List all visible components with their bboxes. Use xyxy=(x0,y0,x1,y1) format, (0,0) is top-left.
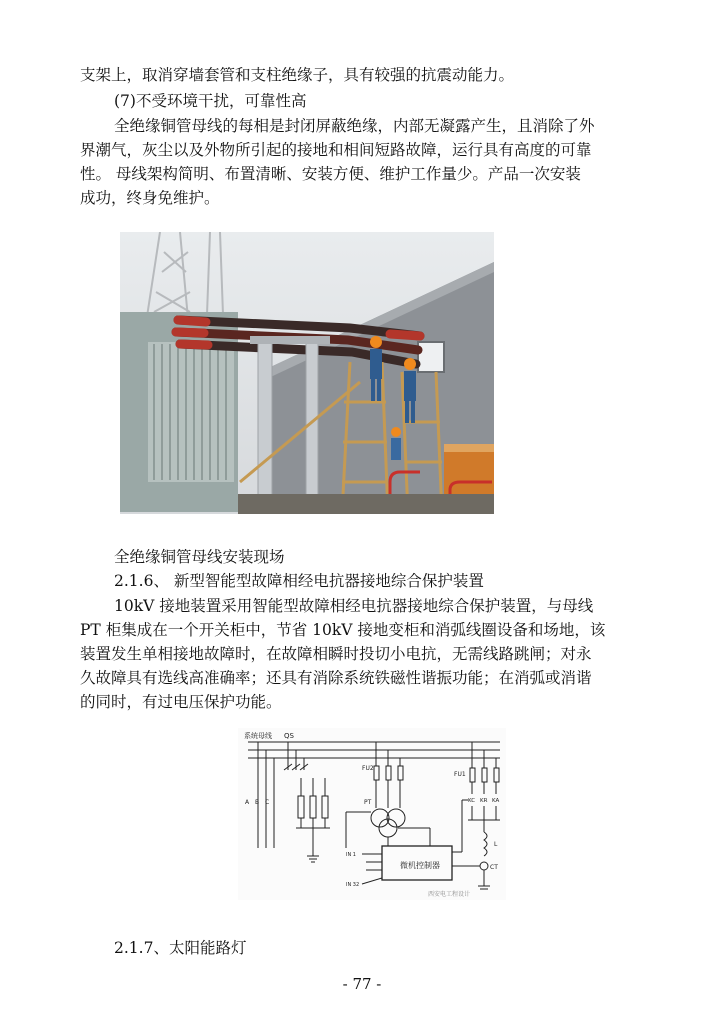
page-number: - 77 - xyxy=(342,975,382,993)
qs-label: QS xyxy=(284,732,294,740)
kr-label: KR xyxy=(480,798,488,804)
watermark-text: 西安电工程设计 xyxy=(428,891,471,898)
fu1-label: FU1 xyxy=(454,771,466,778)
section-heading-2-1-7: 2.1.7、太阳能路灯 xyxy=(114,939,247,957)
section-heading-2-1-6: 2.1.6、 新型智能型故障相经电抗器接地综合保护装置 xyxy=(114,572,484,590)
paragraph-line: 全绝缘铜管母线的每相是封闭屏蔽绝缘，内部无凝露产生，且消除了外 xyxy=(114,117,595,135)
paragraph-line: 10kV 接地装置采用智能型故障相经电抗器接地综合保护装置，与母线 xyxy=(114,597,594,615)
fu2-label: FU2 xyxy=(362,765,374,772)
ct-label: CT xyxy=(490,864,498,871)
controller-label: 微机控制器 xyxy=(400,861,440,870)
reactor-label: L xyxy=(494,841,498,848)
protection-circuit-diagram xyxy=(238,728,506,900)
input-32-label: IN 32 xyxy=(346,882,360,888)
paragraph-line: 装置发生单相接地故障时，在故障相瞬时投切小电抗，无需线路跳闸；对永 xyxy=(80,645,592,663)
installation-photo xyxy=(120,232,494,514)
paragraph-line: 成功，终身免维护。 xyxy=(80,189,220,207)
input-1-label: IN 1 xyxy=(346,852,356,858)
paragraph-line: 的同时，有过电压保护功能。 xyxy=(80,693,282,711)
paragraph-line: 支架上，取消穿墙套管和支柱绝缘子，具有较强的抗震动能力。 xyxy=(80,66,515,84)
ka-label: KA xyxy=(492,798,500,804)
pt-label: PT xyxy=(364,799,372,806)
list-heading: (7)不受环境干扰，可靠性高 xyxy=(114,92,307,110)
paragraph-line: 性。 母线架构简明、布置清晰、安装方便、维护工作量少。产品一次安装 xyxy=(80,165,581,183)
phase-c-label: C xyxy=(265,799,270,806)
paragraph-line: PT 柜集成在一个开关柜中，节省 10kV 接地变柜和消弧线圈设备和场地，该 xyxy=(80,621,606,639)
paragraph-line: 界潮气，灰尘以及外物所引起的接地和相间短路故障，运行具有高度的可靠 xyxy=(80,141,592,159)
paragraph-line: 久故障具有选线高准确率；还具有消除系统铁磁性谐振功能；在消弧或消谐 xyxy=(80,669,592,687)
figure-caption: 全绝缘铜管母线安装现场 xyxy=(114,548,285,566)
kc-label: KC xyxy=(468,798,476,804)
bus-label: 系统母线 xyxy=(244,732,272,740)
phase-a-label: A xyxy=(245,799,250,806)
phase-b-label: B xyxy=(255,799,260,806)
